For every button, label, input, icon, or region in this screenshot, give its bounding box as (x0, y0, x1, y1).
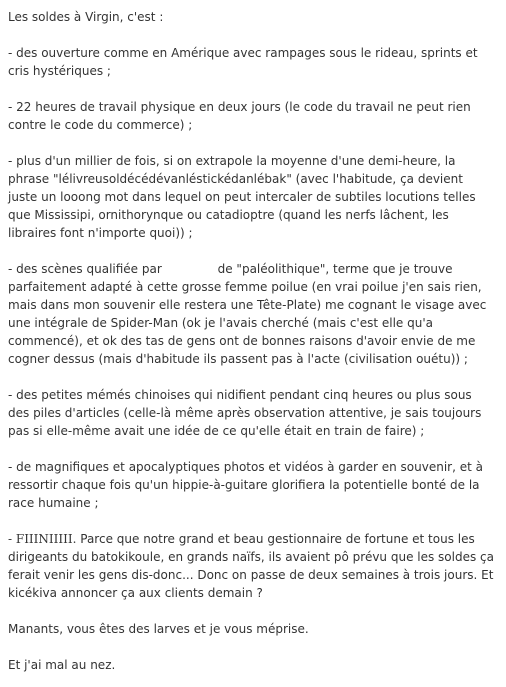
paragraph-hours: - 22 heures de travail physique en deux jours (le code du travail ne peut rien contre le code du commerce) ; (8, 100, 471, 132)
scenes-rest: de "paléolithique", terme que je trouve parfaitement adapté à cette grosse femme poilue (en vrai poilue j'en sais rien, mais dans mon souvenir elle restera une Tête-Plate) me cognant le visage avec une intégrale de Spider-Man (ok je l'avais cherché (mais c'est elle qu'a commencé), et ok des tas de gens ont de bonnes raisons d'avoir envie de me cogner dessus (mais d'habitude ils passent pas à l'acte (civilisation ouétu)) ; (8, 262, 487, 366)
fini-rest: Parce que notre grand et beau gestionnaire de fortune et tous les dirigeants du batokikoule, en grands naïfs, ils avaient pô prévu que les soldes ça ferait venir les gens dis-donc... Donc on passe de deux semaines à trois jours. Et kicékiva annoncer ça aux clients demain ? (8, 532, 494, 600)
scenes-start: - des scènes qualifiée par (8, 262, 162, 276)
paragraph-fini (8, 530, 496, 602)
paragraph-photos: - de magnifiques et apocalyptiques photos et vidéos à garder en souvenir, et à ressortir chaque fois qu'un hippie-à-guitare glorifiera la potentielle bonté de la race humaine ; (8, 460, 483, 510)
paragraph-manants: Manants, vous êtes des larves et je vous méprise. (8, 622, 309, 636)
paragraph-phrase: - plus d'un millier de fois, si on extrapole la moyenne d'une demi-heure, la phrase "lélivreusoldécédévanléstickédanlébak" (avec l'habitude, ça devient juste un looong mot dans lequel on peut intercaler de subtiles locutions telles que Mississipi, ornithorynque ou catadioptre (quand les nerfs lâchent, les libraires font n'importe quoi)) ; (8, 154, 476, 240)
paragraph-memes: - des petites mémés chinoises qui nidifient pendant cinq heures ou plus sous des piles d'articles (celle-là même après observation attentive, je sais toujours pas si elle-même avait une idée de ce qu'elle était en train de faire) ; (8, 388, 482, 438)
paragraph-opening: - des ouverture comme en Amérique avec rampages sous le rideau, sprints et cris hystériques ; (8, 46, 478, 78)
paragraph-scenes (8, 260, 496, 368)
intro-line: Les soldes à Virgin, c'est : (8, 10, 164, 24)
fini-word: - FIIINIIIII. (8, 532, 77, 546)
paragraph-nose: Et j'ai mal au nez. (8, 658, 116, 672)
